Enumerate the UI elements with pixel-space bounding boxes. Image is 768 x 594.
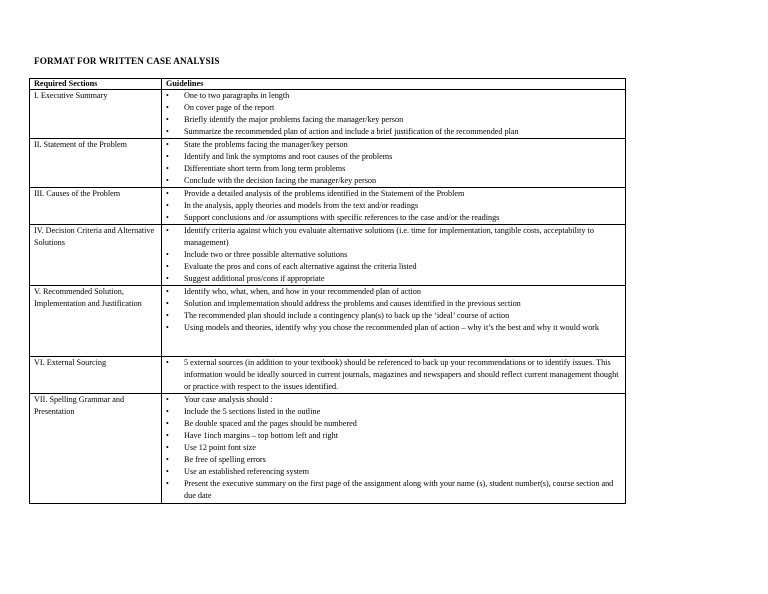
guideline-item: • Conclude with the decision facing the manager/key person (166, 175, 621, 187)
guidelines-list (166, 394, 621, 502)
guidelines-cell (162, 394, 626, 504)
guidelines-cell (162, 357, 626, 394)
section-name: V. Recommended Solution, Implementation and Justification (30, 286, 162, 357)
guidelines-list (166, 225, 621, 285)
guideline-item: • One to two paragraphs in length (166, 90, 621, 102)
guidelines-cell (162, 286, 626, 357)
guideline-item: • Your case analysis should : (166, 394, 621, 406)
guideline-item: • Differentiate short term from long term problems (166, 163, 621, 175)
guideline-item: • Solution and implementation should address the problems and causes identified in the previous section (166, 298, 621, 310)
guidelines-cell (162, 225, 626, 286)
guideline-item: • Present the executive summary on the first page of the assignment along with your name (s), student number(s), course section and due date (166, 478, 621, 502)
guideline-item: • Identify criteria against which you evaluate alternative solutions (i.e. time for implementation, tangible costs, acceptability to management) (166, 225, 621, 249)
section-name: IV. Decision Criteria and Alternative Solutions (30, 225, 162, 286)
guideline-item: • On cover page of the report (166, 102, 621, 114)
section-name: VII. Spelling Grammar and Presentation (30, 394, 162, 504)
table-row (30, 394, 626, 504)
table-row (30, 357, 626, 394)
header-required-sections: Required Sections (30, 79, 162, 90)
guidelines-list (166, 188, 621, 224)
section-name: II. Statement of the Problem (30, 139, 162, 188)
table-row (30, 225, 626, 286)
guideline-item: • Briefly identify the major problems facing the manager/key person (166, 114, 621, 126)
guideline-item: • Identify and link the symptoms and root causes of the problems (166, 151, 621, 163)
guidelines-cell (162, 139, 626, 188)
guidelines-cell (162, 188, 626, 225)
guidelines-list (166, 139, 621, 187)
section-name: III. Causes of the Problem (30, 188, 162, 225)
guideline-item: • Provide a detailed analysis of the problems identified in the Statement of the Problem (166, 188, 621, 200)
guideline-item: • Be double spaced and the pages should be numbered (166, 418, 621, 430)
table-row (30, 286, 626, 357)
guideline-item: • Using models and theories, identify why you chose the recommended plan of action – why it’s the best and why it would work (166, 322, 621, 334)
guideline-item: • The recommended plan should include a contingency plan(s) to back up the ‘ideal’ course of action (166, 310, 621, 322)
guidelines-list (166, 357, 621, 393)
guidelines-cell (162, 90, 626, 139)
guideline-item: • Include two or three possible alternative solutions (166, 249, 621, 261)
header-guidelines: Guidelines (162, 79, 626, 90)
guideline-item: • Suggest additional pros/cons if appropriate (166, 273, 621, 285)
guidelines-list (166, 286, 621, 334)
table-row (30, 139, 626, 188)
guidelines-list (166, 90, 621, 138)
guideline-item: • State the problems facing the manager/key person (166, 139, 621, 151)
guideline-item: • Use 12 point font size (166, 442, 621, 454)
guideline-item: • In the analysis, apply theories and models from the text and/or readings (166, 200, 621, 212)
guideline-item: • Use an established referencing system (166, 466, 621, 478)
guideline-item: • Support conclusions and /or assumptions with specific references to the case and/or the readings (166, 212, 621, 224)
table-row (30, 90, 626, 139)
guideline-item: • Include the 5 sections listed in the outline (166, 406, 621, 418)
guideline-item: • Summarize the recommended plan of action and include a brief justification of the recommended plan (166, 126, 621, 138)
section-name: VI. External Sourcing (30, 357, 162, 394)
table-row (30, 188, 626, 225)
table-body (30, 90, 626, 504)
table-header-row (30, 79, 626, 90)
section-name: I. Executive Summary (30, 90, 162, 139)
guideline-item: • 5 external sources (in addition to your textbook) should be referenced to back up your recommendations or to identify issues. This information would be ideally sourced in current journals, magazines and newspapers and should reflect current management thought or practice with respect to the issues identified. (166, 357, 621, 393)
guideline-item: • Have 1inch margins – top bottom left and right (166, 430, 621, 442)
guideline-item: • Identify who, what, when, and how in your recommended plan of action (166, 286, 621, 298)
guideline-item: • Be free of spelling errors (166, 454, 621, 466)
case-analysis-table (29, 78, 626, 504)
document-title: FORMAT FOR WRITTEN CASE ANALYSIS (34, 56, 220, 66)
guideline-item: • Evaluate the pros and cons of each alternative against the criteria listed (166, 261, 621, 273)
